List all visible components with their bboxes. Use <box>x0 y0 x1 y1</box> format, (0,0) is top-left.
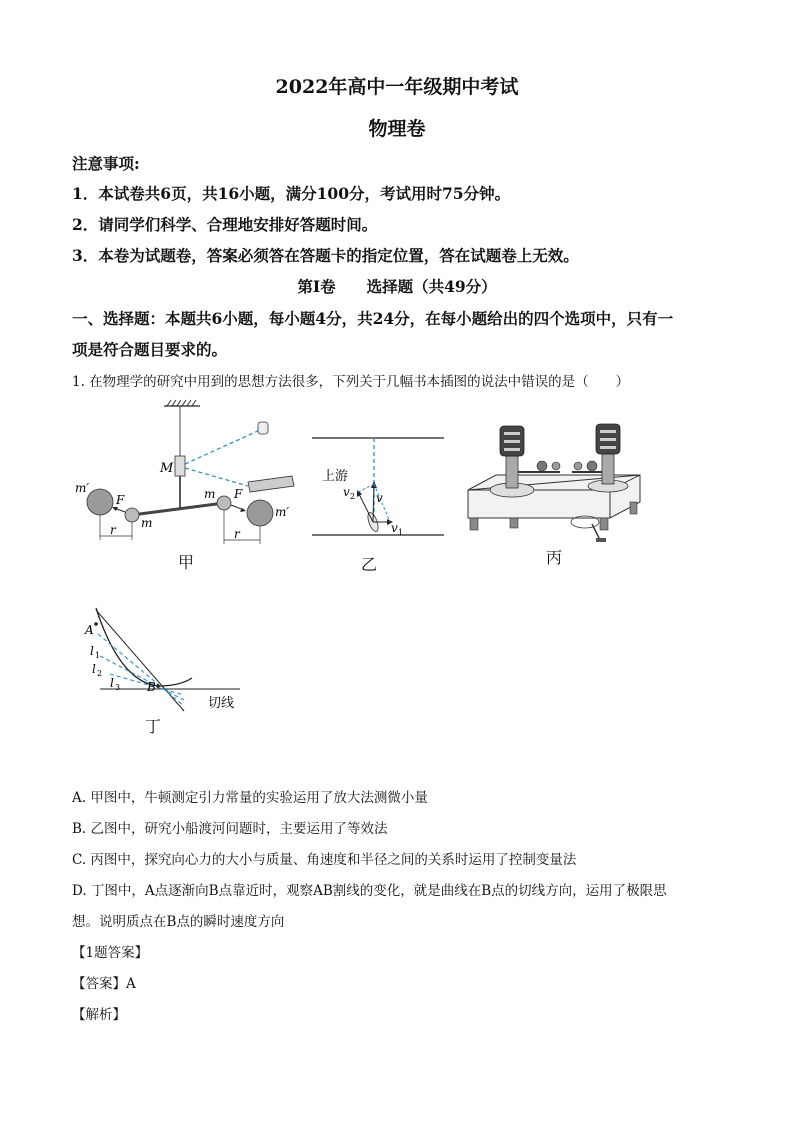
answer: 【答案】A <box>72 976 136 992</box>
label-F-left: F <box>116 493 125 507</box>
label-v1-sub: 1 <box>398 528 404 537</box>
figure-ding <box>80 600 260 715</box>
section-intro-line1: 一、选择题：本题共6小题，每小题4分，共24分，在每小题给出的四个选项中，只有一 <box>72 309 674 328</box>
label-m-prime-right: m′ <box>275 505 290 519</box>
label-r-right: r <box>234 527 240 541</box>
label-l3-sub: 3 <box>115 683 121 692</box>
label-l1-sub: 1 <box>95 651 101 660</box>
answer-tag: 【1题答案】 <box>72 945 149 961</box>
caption-bing: 丙 <box>545 548 562 567</box>
label-v1: v <box>391 521 398 535</box>
caption-jia: 甲 <box>177 553 194 572</box>
label-A: A <box>85 623 94 637</box>
notice-item-2: 2．请同学们科学、合理地安排好答题时间。 <box>72 215 378 234</box>
figure-bing <box>460 410 650 545</box>
page-title: 2022年高中一年级期中考试 <box>275 76 519 98</box>
option-a: A. 甲图中，牛顿测定引力常量的实验运用了放大法测微小量 <box>72 790 428 806</box>
question-stem: 1. 在物理学的研究中用到的思想方法很多，下列关于几幅书本插图的说法中错误的是（ ） <box>72 374 630 390</box>
analysis-heading: 【解析】 <box>72 1007 126 1023</box>
label-v2: v <box>343 485 350 499</box>
label-l3: l <box>110 676 114 690</box>
label-m-prime-left: m′ <box>75 481 90 495</box>
option-c: C. 丙图中，探究向心力的大小与质量、角速度和半径之间的关系时运用了控制变量法 <box>72 852 577 868</box>
option-d-line1: D. 丁图中，A点逐渐向B点靠近时，观察AB割线的变化，就是曲线在B点的切线方向，运用了极限思 <box>72 883 667 899</box>
label-l2: l <box>92 662 96 676</box>
option-d-line2: 想。说明质点在B点的瞬时速度方向 <box>72 914 285 930</box>
label-tangent: 切线 <box>208 696 235 711</box>
label-M: M <box>160 461 174 476</box>
caption-ding: 丁 <box>144 717 161 736</box>
label-m-right: m <box>204 487 216 501</box>
section-title: 第Ⅰ卷 选择题（共49分） <box>297 277 497 296</box>
notice-heading: 注意事项: <box>72 154 140 173</box>
label-r-left: r <box>110 523 116 537</box>
label-v2-sub: 2 <box>350 492 356 501</box>
label-l1: l <box>90 644 94 658</box>
page-subtitle: 物理卷 <box>368 118 426 140</box>
option-b: B. 乙图中，研究小船渡河问题时，主要运用了等效法 <box>72 821 388 837</box>
label-m-left: m <box>141 516 153 530</box>
label-l2-sub: 2 <box>97 669 103 678</box>
caption-yi: 乙 <box>360 555 377 574</box>
notice-item-3: 3．本卷为试题卷，答案必须答在答题卡的指定位置，答在试题卷上无效。 <box>72 246 579 265</box>
label-v: v <box>376 491 383 505</box>
label-upstream: 上游 <box>322 469 349 484</box>
notice-item-1: 1．本试卷共6页，共16小题，满分100分，考试用时75分钟。 <box>72 184 511 203</box>
figure-jia <box>70 394 300 554</box>
section-intro-line2: 项是符合题目要求的。 <box>72 340 228 359</box>
figure-yi <box>310 404 450 544</box>
label-B: B <box>147 680 156 694</box>
label-F-right: F <box>234 487 243 501</box>
